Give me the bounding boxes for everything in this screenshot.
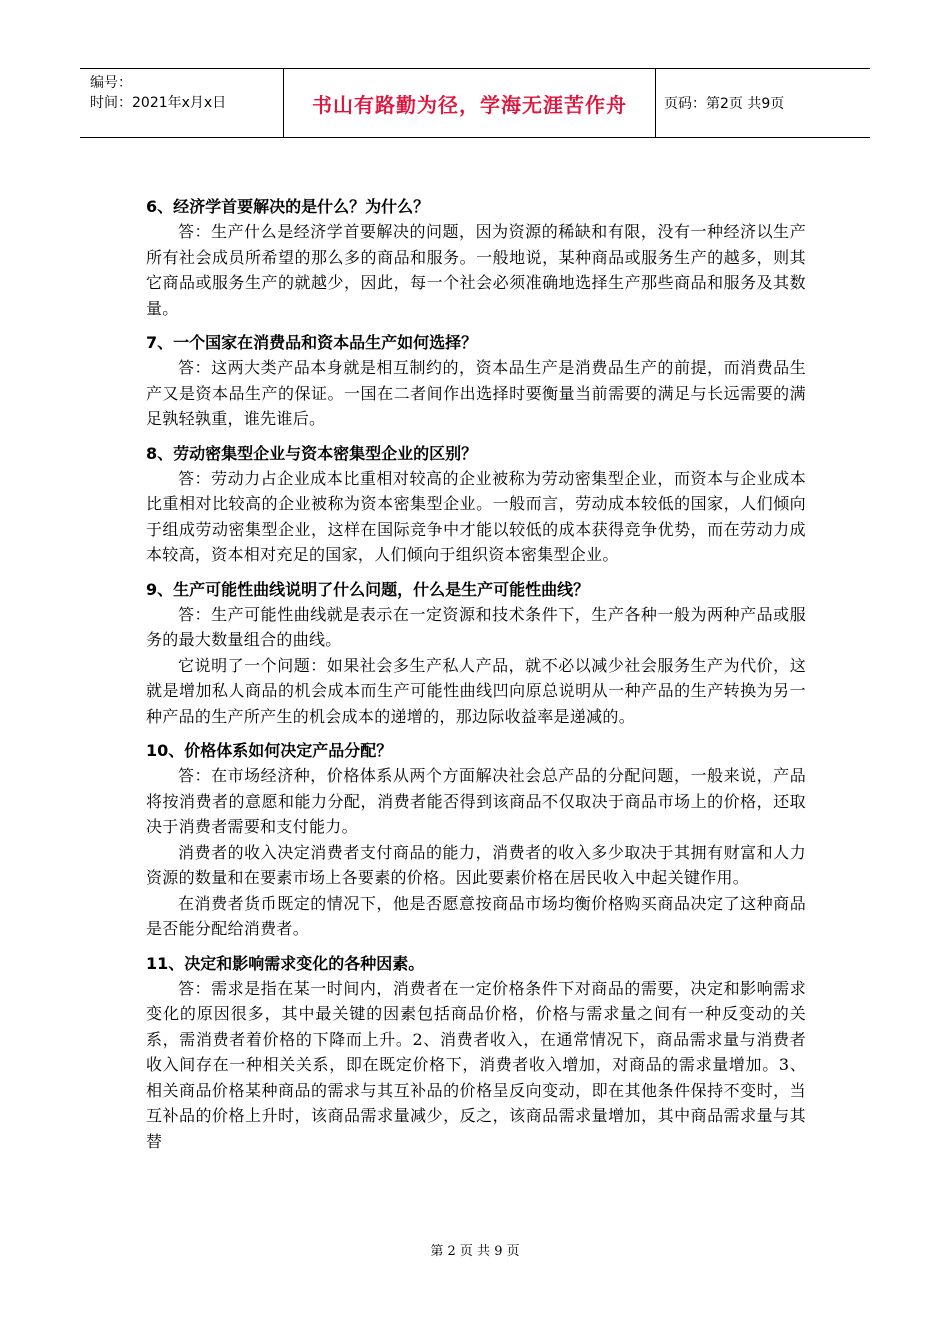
answer-paragraph: 消费者的收入决定消费者支付商品的能力，消费者的收入多少取决于其拥有财富和人力资源的数量和在要素市场上各要素的价格。因此要素价格在居民收入中起关键作用。 bbox=[146, 842, 806, 887]
answer-paragraph: 它说明了一个问题：如果社会多生产私人产品，就不必以减少社会服务生产为代价，这就是增加私人商品的机会成本而生产可能性曲线凹向原总说明从一种产品的生产转换为另一种产品的生产所产生的机会成本的递增的，那边际收益率是递减的。 bbox=[146, 655, 806, 726]
header-meta bbox=[80, 69, 283, 137]
qa-section bbox=[146, 739, 806, 942]
document-body bbox=[146, 195, 806, 1164]
answer-paragraph: 答：这两大类产品本身就是相互制约的，资本品生产是消费品生产的前提，而消费品生产又是资本品生产的保证。一国在二者间作出选择时要衡量当前需要的满足与长远需要的满足孰轻孰重，谁先谁后。 bbox=[146, 358, 806, 428]
answer-paragraph: 答：需求是指在某一时间内，消费者在一定价格条件下对商品的需要，决定和影响需求变化的原因很多，其中最关键的因素包括商品价格，价格与需求量之间有一种反变动的关系，需消费者着价格的下降而上升。2、消费者收入，在通常情况下，商品需求量与消费者收入间存在一种相关关系，即在既定价格下，消费者收入增加，对商品的需求量增加。3、相关商品价格某种商品的需求与其互补品的价格呈反向变动，即在其他条件保持不变时，当互补品的价格上升时，该商品需求量减少，反之，该商品需求量增加，其中商品需求量与其替 bbox=[146, 978, 806, 1151]
question-heading: 11、决定和影响需求变化的各种因素。 bbox=[146, 953, 425, 973]
qa-section bbox=[146, 578, 806, 730]
question-heading: 7、一个国家在消费品和资本品生产如何选择？ bbox=[146, 333, 478, 352]
qa-section bbox=[146, 195, 806, 321]
document-number-label: 编号： bbox=[90, 75, 132, 91]
qa-section bbox=[146, 442, 806, 568]
answer-paragraph: 答：生产可能性曲线就是表示在一定资源和技术条件下，生产各种一般为两种产品或服务的最大数量组合的曲线。 bbox=[146, 604, 806, 649]
qa-section bbox=[146, 952, 806, 1155]
question-heading: 9、生产可能性曲线说明了什么问题，什么是生产可能性曲线？ bbox=[146, 579, 590, 599]
question-heading: 8、劳动密集型企业与资本密集型企业的区别？ bbox=[146, 443, 478, 463]
question-heading: 6、经济学首要解决的是什么？为什么？ bbox=[146, 197, 430, 216]
question-heading: 10、价格体系如何决定产品分配？ bbox=[146, 741, 393, 760]
qa-section bbox=[146, 331, 806, 432]
answer-paragraph: 答：在市场经济种，价格体系从两个方面解决社会总产品的分配问题，一般来说，产品将按消费者的意愿和能力分配，消费者能否得到该商品不仅取决于商品市场上的价格，还取决于消费者需要和支付能力。 bbox=[146, 766, 806, 836]
document-time-label: 时间：2021年x月x日 bbox=[90, 95, 227, 111]
page-footer: 第 2 页 共 9 页 bbox=[430, 1244, 520, 1259]
answer-paragraph: 在消费者货币既定的情况下，他是否愿意按商品市场均衡价格购买商品决定了这种商品是否能分配给消费者。 bbox=[146, 893, 806, 938]
header-page-info: 页码：第2页 共9页 bbox=[664, 96, 785, 112]
answer-paragraph: 答：劳动力占企业成本比重相对较高的企业被称为劳动密集型企业，而资本与企业成本比重相对比较高的企业被称为资本密集型企业。一般而言，劳动成本较低的国家，人们倾向于组成劳动密集型企业，这样在国际竞争中才能以较低的成本获得竞争优势，而在劳动力成本较高，资本相对充足的国家，人们倾向于组织资本密集型企业。 bbox=[146, 468, 806, 564]
header-motto: 书山有路勤为径，学海无涯苦作舟 bbox=[283, 69, 656, 137]
page-header bbox=[80, 68, 870, 138]
answer-paragraph: 答：生产什么是经济学首要解决的问题，因为资源的稀缺和有限，没有一种经济以生产所有社会成员所希望的那么多的商品和服务。一般地说，某种商品或服务生产的越多，则其它商品或服务生产的就越少，因此，每一个社会必须准确地选择生产那些商品和服务及其数量。 bbox=[146, 222, 806, 318]
